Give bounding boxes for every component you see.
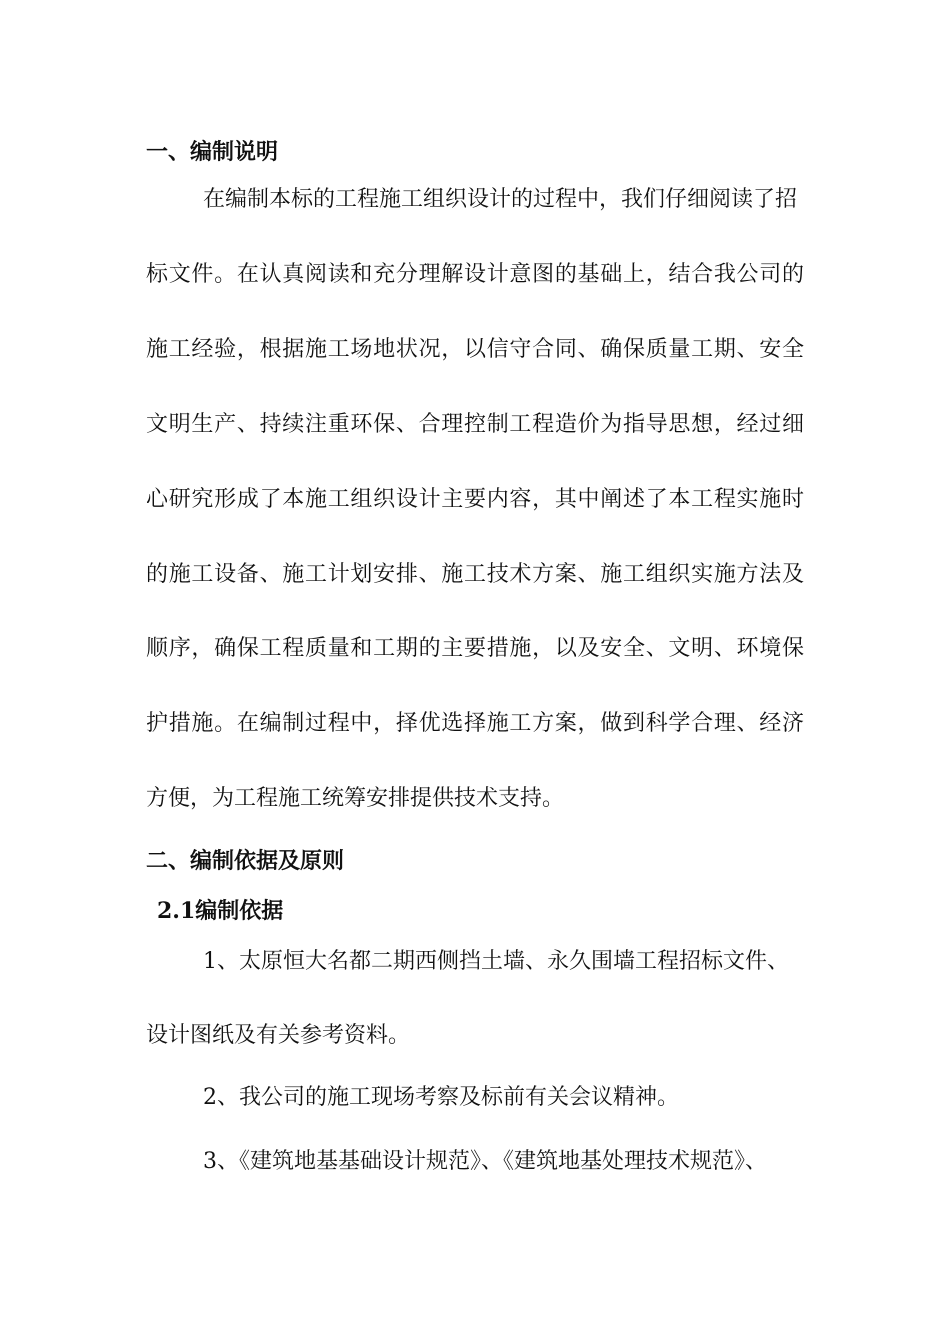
section-heading-1: 一、编制说明	[146, 139, 279, 165]
list-item-line: 设计图纸及有关参考资料。	[146, 1023, 411, 1048]
subsection-heading: 2.1编制依据	[157, 898, 284, 924]
paragraph-line: 标文件。在认真阅读和充分理解设计意图的基础上，结合我公司的	[146, 262, 804, 287]
section-heading-2: 二、编制依据及原则	[146, 848, 345, 874]
list-item-line: 3、《建筑地基基础设计规范》、《建筑地基处理技术规范》、	[203, 1149, 767, 1174]
paragraph-line: 文明生产、持续注重环保、合理控制工程造价为指导思想，经过细	[146, 412, 804, 437]
paragraph-line: 在编制本标的工程施工组织设计的过程中，我们仔细阅读了招	[203, 187, 798, 212]
paragraph-line: 的施工设备、施工计划安排、施工技术方案、施工组织实施方法及	[146, 562, 804, 587]
paragraph-line: 顺序，确保工程质量和工期的主要措施，以及安全、文明、环境保	[146, 636, 804, 661]
list-item-line: 1、太原恒大名都二期西侧挡土墙、永久围墙工程招标文件、	[203, 949, 789, 974]
paragraph-line: 施工经验，根据施工场地状况，以信守合同、确保质量工期、安全	[146, 337, 804, 362]
paragraph-line: 心研究形成了本施工组织设计主要内容，其中阐述了本工程实施时	[146, 487, 804, 512]
paragraph-line: 方便，为工程施工统筹安排提供技术支持。	[146, 786, 565, 811]
list-item-line: 2、我公司的施工现场考察及标前有关会议精神。	[203, 1085, 679, 1110]
paragraph-line: 护措施。在编制过程中，择优选择施工方案，做到科学合理、经济	[146, 711, 804, 736]
